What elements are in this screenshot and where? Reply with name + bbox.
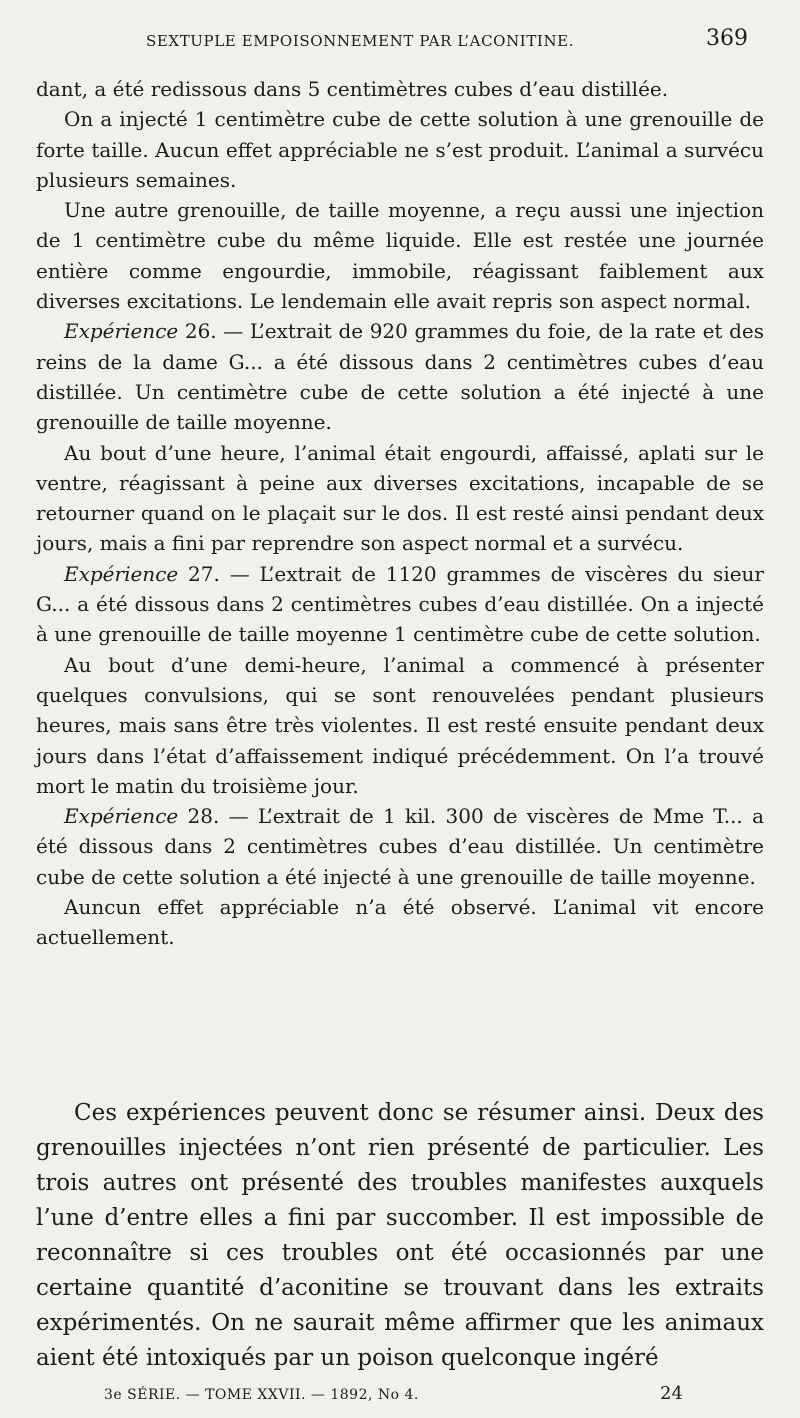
summary-section bbox=[36, 1096, 764, 1376]
paragraph-result-26: Au bout d’une heure, l’animal était engourdi, affaissé, aplati sur le ventre, réagissant à peine aux diverses excitations, incapable de se retourner quand on le plaçait sur le dos. Il est resté ainsi pendant deux jours, mais a fini par reprendre son aspect normal et a survécu. bbox=[36, 440, 764, 556]
experiment-text bbox=[36, 74, 764, 953]
experiment-text: 27. — L’extrait de 1120 grammes de viscères du sieur G... a été dissous dans 2 centimètres cubes d’eau distillée. On a injecté à une grenouille de taille moyenne 1 centimètre cube de cette solution. bbox=[36, 561, 764, 647]
paragraph-injection-1: On a injecté 1 centimètre cube de cette solution à une grenouille de forte taille. Aucun effet appréciable ne s’est produit. L’animal a survécu plusieurs semaines. bbox=[36, 107, 764, 192]
footer-signature-mark: 24 bbox=[660, 1383, 683, 1404]
experiment-text: 26. — L’extrait de 920 grammes du foie, de la rate et des reins de la dame G... a été dissous dans 2 centimètres cubes d’eau distillée. Un centimètre cube de cette solution a été injecté à une grenouille de taille moyenne. bbox=[36, 319, 764, 435]
paragraph-result-27: Au bout d’une demi-heure, l’animal a commencé à présenter quelques convulsions, qui se sont renouvelées pendant plusieurs heures, mais sans être très violentes. Il est resté ensuite pendant deux jours dans l’état d’affaissement indiqué précédemment. On l’a trouvé mort le matin du troisième jour. bbox=[36, 652, 764, 798]
summary-paragraph: Ces expériences peuvent donc se résumer ainsi. Deux des grenouilles injectées n’ont rien présenté de particulier. Les trois autres ont présenté des troubles manifestes auxquels l’une d’entre elles a fini par succomber. Il est impossible de reconnaître si ces troubles ont été occasionnés par une certaine quantité d’aconitine se trouvant dans les extraits expérimentés. On ne saurait même affirmer que les animaux aient été intoxiqués par un poison quelconque ingéré bbox=[36, 1100, 764, 1371]
experiment-label: Expérience bbox=[64, 561, 179, 586]
experiment-label: Expérience bbox=[64, 804, 179, 829]
paragraph-experience-28 bbox=[36, 801, 764, 892]
paragraph-result-28: Auncun effet appréciable n’a été observé. L’animal vit encore actuellement. bbox=[36, 895, 764, 950]
paragraph-continuation: dant, a été redissous dans 5 centimètres cubes d’eau distillée. bbox=[36, 77, 669, 101]
experiment-text: 28. — L’extrait de 1 kil. 300 de viscères de Mme T... a été dissous dans 2 centimètres cubes d’eau distillée. Un centimètre cube de cette solution a été injecté à une grenouille de taille moyenne. bbox=[36, 804, 764, 889]
page-number: 369 bbox=[706, 26, 748, 51]
paragraph-experience-27 bbox=[36, 559, 764, 650]
paragraph-experience-26 bbox=[36, 316, 764, 437]
experiment-label: Expérience bbox=[64, 319, 179, 344]
running-title: SEXTUPLE EMPOISONNEMENT PAR L’ACONITINE. bbox=[146, 32, 575, 50]
paragraph-injection-2: Une autre grenouille, de taille moyenne, a reçu aussi une injection de 1 centimètre cube du même liquide. Elle est restée une journée entière comme engourdie, immobile, réagissant faiblement aux diverses excitations. Le lendemain elle avait repris son aspect normal. bbox=[36, 198, 764, 314]
footer-series-info: 3e SÉRIE. — TOME XXVII. — 1892, No 4. bbox=[104, 1387, 419, 1403]
